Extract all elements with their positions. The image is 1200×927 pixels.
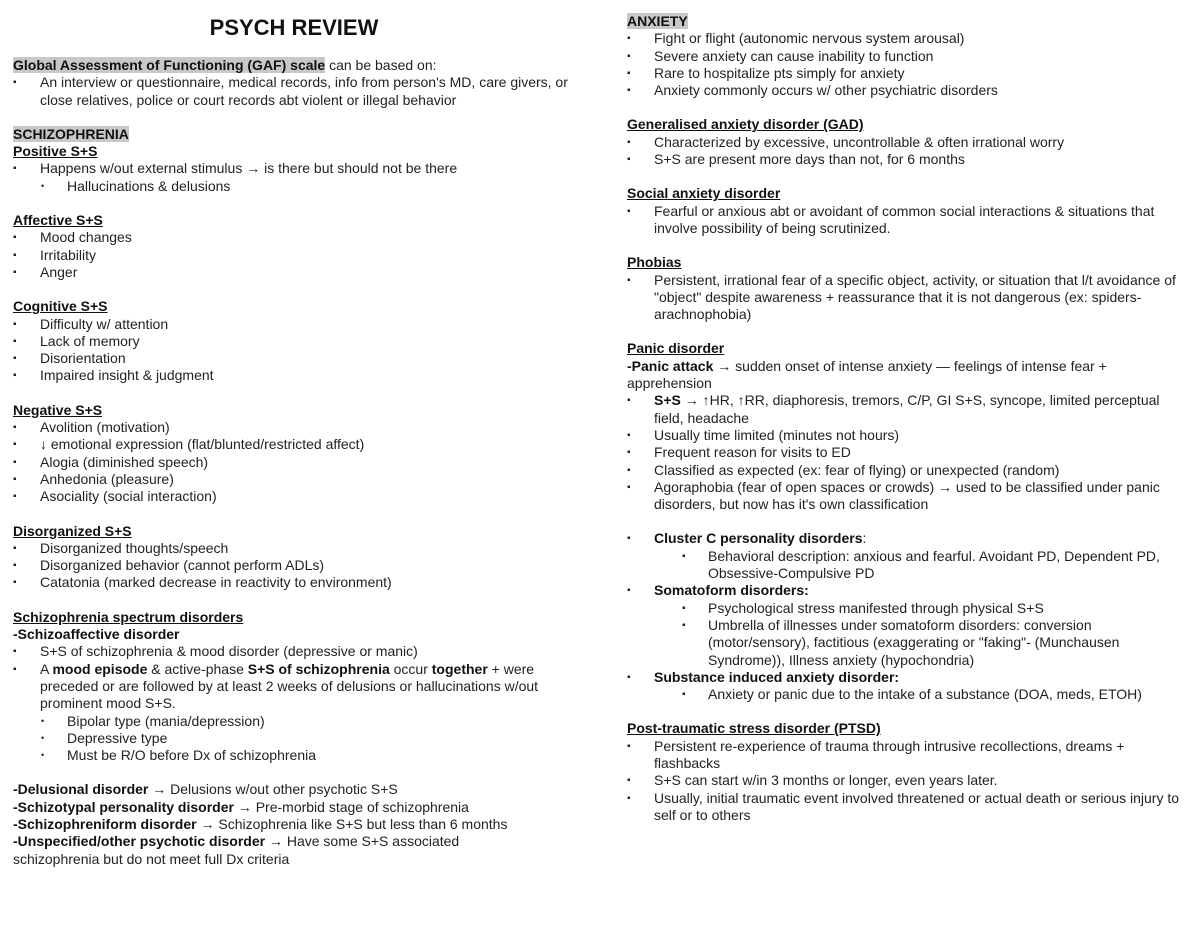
list-item: ▪ Usually, initial traumatic event involved threatened or actual death or serious injury to self or to others xyxy=(627,790,1192,825)
positive-heading: Positive S+S xyxy=(13,143,98,160)
list-item: ▪ ↓ emotional expression (flat/blunted/restricted affect) xyxy=(13,436,588,453)
text-run: → ↑HR, ↑RR, diaphoresis, tremors, C/P, GI S+S, syncope, limited perceptual field, headache xyxy=(654,392,1160,426)
list-item: ▪ S+S of schizophrenia & mood disorder (depressive or manic) xyxy=(13,643,588,660)
schizoaffective-sublist xyxy=(13,713,588,765)
positive-list xyxy=(13,160,588,177)
disorganized-list xyxy=(13,540,588,592)
social-list xyxy=(627,203,1192,238)
list-item xyxy=(627,530,1192,547)
text-run-bold: together xyxy=(431,660,488,677)
list-item: ▪ Frequent reason for visits to ED xyxy=(627,444,1192,461)
clusterc-list xyxy=(627,530,1192,547)
list-item: ▪ Avolition (motivation) xyxy=(13,419,588,436)
text-run-bold: -Unspecified/other psychotic disorder xyxy=(13,833,266,850)
list-item: ▪ Persistent, irrational fear of a specific object, activity, or situation that l/t avoidance of "object" despite awareness + reassurance that it is not dangerous (ex: spiders-arachnophobia) xyxy=(627,272,1192,324)
other-disorder xyxy=(13,781,588,798)
gad-list xyxy=(627,134,1192,169)
disorganized-heading: Disorganized S+S xyxy=(13,522,132,539)
list-item: • Hallucinations & delusions xyxy=(13,178,588,195)
list-item: ▪ An interview or questionnaire, medical records, info from person's MD, care givers, or close relatives, police or court records abt violent or illegal behavior xyxy=(13,74,588,109)
list-item: ▪ Catatonia (marked decrease in reactivity to environment) xyxy=(13,574,588,591)
list-item: ▪ Psychological stress manifested through physical S+S xyxy=(627,600,1192,617)
text-run: occur xyxy=(389,660,432,677)
text-run-bold: -Schizotypal personality disorder xyxy=(13,798,234,815)
cognitive-heading: Cognitive S+S xyxy=(13,298,108,315)
list-item: ▪ Anxiety or panic due to the intake of a substance (DOA, meds, ETOH) xyxy=(627,686,1192,703)
list-item: ▪ Severe anxiety can cause inability to function xyxy=(627,48,1192,65)
text-run: A xyxy=(40,660,53,677)
list-item xyxy=(13,661,588,713)
list-item: • Must be R/O before Dx of schizophrenia xyxy=(13,747,588,764)
text-run: + were preceded or are followed by at least 2 weeks of delusions or hallucinations w/out prominent mood S+S. xyxy=(40,660,539,712)
list-item: ▪ Fight or flight (autonomic nervous system arousal) xyxy=(627,30,1192,47)
text-run: & active-phase xyxy=(147,660,248,677)
panic-list xyxy=(627,392,1192,513)
text-run: : xyxy=(862,530,867,547)
text-run-bold: mood episode xyxy=(52,660,148,677)
list-item xyxy=(627,582,1192,599)
list-item: ▪ Lack of memory xyxy=(13,333,588,350)
somatoform-sublist xyxy=(627,600,1192,669)
list-item: ▪ Mood changes xyxy=(13,229,588,246)
list-item: ▪ Alogia (diminished speech) xyxy=(13,454,588,471)
list-item xyxy=(627,392,1192,427)
list-item: ▪ Impaired insight & judgment xyxy=(13,367,588,384)
panic-attack xyxy=(627,358,1192,393)
list-item: • Bipolar type (mania/depression) xyxy=(13,713,588,730)
page-title: PSYCH REVIEW xyxy=(209,15,379,40)
text-run-bold: S+S xyxy=(654,392,681,409)
somatoform-list xyxy=(627,582,1192,599)
substance-list xyxy=(627,669,1192,686)
list-item: ▪ Agoraphobia (fear of open spaces or crowds) → used to be classified under panic disorders, but now has it's own classification xyxy=(627,479,1192,514)
list-item: ▪ Happens w/out external stimulus → is there but should not be there xyxy=(13,160,588,177)
list-item: ▪ Fearful or anxious abt or avoidant of common social interactions & situations that involve possibility of being scrutinized. xyxy=(627,203,1192,238)
gaf-list xyxy=(13,74,588,109)
anxiety-heading: ANXIETY xyxy=(627,13,688,29)
clusterc-sublist xyxy=(627,548,1192,583)
left-column xyxy=(13,0,588,868)
text-run: → Schizophrenia like S+S but less than 6 months xyxy=(196,815,508,832)
list-item: ▪ Usually time limited (minutes not hours) xyxy=(627,427,1192,444)
text-run: → Have some S+S associated schizophrenia but do not meet full Dx criteria xyxy=(13,833,460,867)
other-disorder xyxy=(13,816,588,833)
positive-sublist xyxy=(13,178,588,195)
list-item: ▪ Anxiety commonly occurs w/ other psychiatric disorders xyxy=(627,82,1192,99)
list-item: ▪ Characterized by excessive, uncontrollable & often irrational worry xyxy=(627,134,1192,151)
list-item: ▪ Anger xyxy=(13,264,588,281)
ptsd-heading: Post-traumatic stress disorder (PTSD) xyxy=(627,720,881,737)
text-run-bold: -Panic attack xyxy=(627,357,714,374)
gaf-heading: Global Assessment of Functioning (GAF) scale xyxy=(13,57,326,73)
affective-list xyxy=(13,229,588,281)
schizoaffective-list xyxy=(13,643,588,712)
text-run-bold: Somatoform disorders: xyxy=(654,582,809,599)
affective-heading: Affective S+S xyxy=(13,212,103,229)
panic-heading: Panic disorder xyxy=(627,340,725,357)
list-item xyxy=(627,669,1192,686)
list-item: ▪ Irritability xyxy=(13,247,588,264)
substance-sublist xyxy=(627,686,1192,703)
list-item: ▪ Persistent re-experience of trauma through intrusive recollections, dreams + flashbacks xyxy=(627,738,1192,773)
negative-heading: Negative S+S xyxy=(13,401,103,418)
text-run-bold: -Delusional disorder xyxy=(13,781,149,798)
list-item: ▪ Asociality (social interaction) xyxy=(13,488,588,505)
cognitive-list xyxy=(13,316,588,385)
list-item: ▪ Difficulty w/ attention xyxy=(13,316,588,333)
other-disorder xyxy=(13,799,588,816)
gaf-tail: can be based on: xyxy=(325,57,437,73)
list-item: ▪ Disorientation xyxy=(13,350,588,367)
list-item: • Depressive type xyxy=(13,730,588,747)
list-item: ▪ Classified as expected (ex: fear of flying) or unexpected (random) xyxy=(627,462,1192,479)
gad-heading: Generalised anxiety disorder (GAD) xyxy=(627,116,864,133)
other-disorder xyxy=(13,833,513,868)
list-item: ▪ Disorganized thoughts/speech xyxy=(13,540,588,557)
text-run-bold: S+S of schizophrenia xyxy=(247,660,390,677)
social-heading: Social anxiety disorder xyxy=(627,185,781,202)
text-run-bold: Cluster C personality disorders xyxy=(654,530,863,547)
list-item: ▪ S+S can start w/in 3 months or longer, even years later. xyxy=(627,772,1192,789)
list-item: ▪ S+S are present more days than not, for 6 months xyxy=(627,151,1192,168)
text-run: → Pre-morbid stage of schizophrenia xyxy=(233,798,469,815)
list-item: ▪ Disorganized behavior (cannot perform ADLs) xyxy=(13,557,588,574)
gaf-intro xyxy=(13,57,588,74)
list-item: ▪ Anhedonia (pleasure) xyxy=(13,471,588,488)
ptsd-list xyxy=(627,738,1192,824)
schizophrenia-heading: SCHIZOPHRENIA xyxy=(13,125,129,142)
spectrum-heading: Schizophrenia spectrum disorders xyxy=(13,608,244,625)
text-run: → Delusions w/out other psychotic S+S xyxy=(148,781,398,798)
text-run: → sudden onset of intense anxiety — feelings of intense fear + apprehension xyxy=(627,357,1107,392)
list-item: ▪ Rare to hospitalize pts simply for anxiety xyxy=(627,65,1192,82)
schizoaffective-heading: -Schizoaffective disorder xyxy=(13,626,180,643)
list-item: ▪ Umbrella of illnesses under somatoform disorders: conversion (motor/sensory), factitious (exaggerating or "faking"- (Munchausen Syndrome)), Illness anxiety (hypochondria) xyxy=(627,617,1192,669)
text-run-bold: -Schizophreniform disorder xyxy=(13,815,197,832)
list-item: ▪ Behavioral description: anxious and fearful. Avoidant PD, Dependent PD, Obsessive-Compulsive PD xyxy=(627,548,1192,583)
phobias-list xyxy=(627,272,1192,324)
text-run-bold: Substance induced anxiety disorder: xyxy=(654,668,900,685)
negative-list xyxy=(13,419,588,505)
right-column xyxy=(627,13,1192,824)
anxiety-list xyxy=(627,30,1192,99)
phobias-heading: Phobias xyxy=(627,254,682,271)
